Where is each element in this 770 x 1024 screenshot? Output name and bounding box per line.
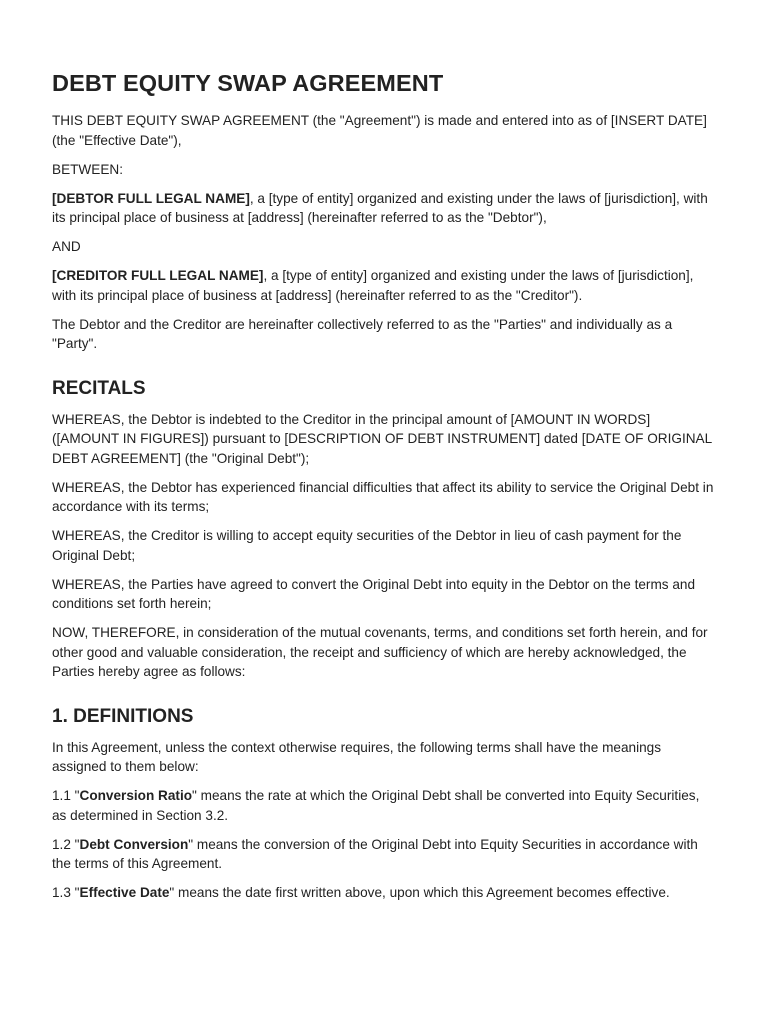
recital-paragraph: WHEREAS, the Debtor has experienced financial difficulties that affect its ability to service the Original Debt in accordance with its terms;	[52, 479, 714, 514]
definition-item	[52, 835, 716, 874]
debtor-text: , a [type of entity] organized and existing under the laws of [jurisdiction], with its principal place of business at [address] (hereinafter referred to as the "Debtor"),	[52, 190, 708, 225]
definition-prefix: 1.3 "	[52, 885, 80, 900]
creditor-paragraph	[52, 266, 716, 305]
definitions-intro: In this Agreement, unless the context otherwise requires, the following terms shall have the meanings assigned to them below:	[52, 739, 662, 774]
definition-prefix: 1.2 "	[52, 836, 80, 852]
definition-item	[52, 883, 716, 903]
recital-paragraph: WHEREAS, the Creditor is willing to accept equity securities of the Debtor in lieu of cash payment for the Original Debt;	[52, 528, 682, 563]
between-label: BETWEEN:	[52, 161, 123, 177]
definition-term: Debt Conversion	[79, 836, 189, 852]
definition-text: " means the rate at which the Original Debt shall be converted into Equity Securities, as determined in Section 3.2.	[52, 788, 700, 823]
recital-paragraph: NOW, THEREFORE, in consideration of the mutual covenants, terms, and conditions set forth herein, and for other good and valuable consideration, the receipt and sufficiency of which are hereby acknowledged, the Parties hereby agree as follows:	[52, 625, 708, 679]
document-title: DEBT EQUITY SWAP AGREEMENT	[52, 70, 444, 96]
definition-term: Conversion Ratio	[79, 788, 193, 803]
recital-paragraph: WHEREAS, the Debtor is indebted to the Creditor in the principal amount of [AMOUNT IN WORDS] ([AMOUNT IN FIGURES]) pursuant to [DESCRIPTION OF DEBT INSTRUMENT] dated [DATE OF ORIGINAL DEBT AGREEMENT] (the "Original Debt");	[52, 411, 712, 466]
recital-paragraph: WHEREAS, the Parties have agreed to convert the Original Debt into equity in the Debtor on the terms and conditions set forth herein;	[52, 576, 696, 611]
intro-paragraph: THIS DEBT EQUITY SWAP AGREEMENT (the "Agreement") is made and entered into as of [INSERT DATE] (the "Effective Date"),	[52, 113, 707, 148]
definitions-heading: 1. DEFINITIONS	[52, 705, 194, 727]
definition-term: Effective Date	[79, 885, 170, 900]
debtor-paragraph	[52, 189, 716, 228]
creditor-name: [CREDITOR FULL LEGAL NAME]	[52, 268, 264, 283]
definition-item	[52, 786, 716, 825]
definition-text: " means the conversion of the Original Debt into Equity Securities in accordance with the terms of this Agreement.	[52, 836, 698, 871]
creditor-text: , a [type of entity] organized and existing under the laws of [jurisdiction], with its principal place of business at [address] (hereinafter referred to as the "Creditor").	[52, 268, 694, 303]
debtor-name: [DEBTOR FULL LEGAL NAME]	[52, 190, 250, 206]
and-label: AND	[52, 239, 81, 254]
definition-prefix: 1.1 "	[52, 788, 80, 803]
definition-text: " means the date first written above, upon which this Agreement becomes effective.	[169, 885, 670, 900]
parties-paragraph: The Debtor and the Creditor are hereinafter collectively referred to as the "Parties" and individually as a "Party".	[52, 316, 673, 351]
recitals-heading: RECITALS	[52, 377, 146, 399]
